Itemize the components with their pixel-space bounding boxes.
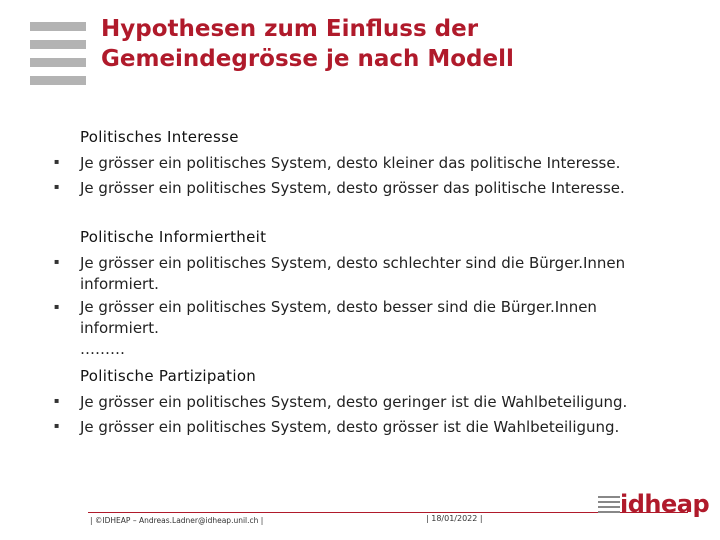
title-line-1: Hypothesen zum Einfluss der [101, 16, 479, 42]
footer-date: | 18/01/2022 | [426, 514, 483, 523]
logo-lines-icon [598, 496, 620, 516]
bullet-text: Je grösser ein politisches System, desto schlechter sind die Bürger.Innen [80, 254, 626, 272]
bullet-marker: ▪ [54, 157, 60, 166]
bullet-marker: ▪ [54, 396, 60, 405]
bullet-text: Je grösser ein politisches System, desto besser sind die Bürger.Innen [80, 298, 597, 316]
bullet-text-continuation: informiert. [80, 275, 159, 293]
ellipsis: ……… [80, 340, 125, 358]
title-line-2: Gemeindegrösse je nach Modell [101, 46, 514, 72]
bullet-marker: ▪ [54, 182, 60, 191]
section-heading-interesse: Politisches Interesse [80, 128, 239, 146]
footer-copyright: | ©IDHEAP – Andreas.Ladner@idheap.unil.ch | [90, 516, 264, 525]
bullet-marker: ▪ [54, 302, 60, 311]
bullet-text: Je grösser ein politisches System, desto grösser ist die Wahlbeteiligung. [80, 418, 620, 436]
bullet-text: Je grösser ein politisches System, desto grösser das politische Interesse. [80, 179, 625, 197]
section-heading-informiertheit: Politische Informiertheit [80, 228, 267, 246]
idheap-logo [598, 490, 710, 520]
bullet-text: Je grösser ein politisches System, desto geringer ist die Wahlbeteiligung. [80, 393, 628, 411]
section-heading-partizipation: Politische Partizipation [80, 367, 257, 385]
slide-title [101, 14, 701, 74]
bullet-text-continuation: informiert. [80, 319, 159, 337]
slide-logo-bars [30, 22, 86, 94]
logo-text: idheap [620, 490, 710, 518]
bullet-marker: ▪ [54, 421, 60, 430]
bullet-text: Je grösser ein politisches System, desto kleiner das politische Interesse. [80, 154, 621, 172]
bullet-marker: ▪ [54, 257, 60, 266]
